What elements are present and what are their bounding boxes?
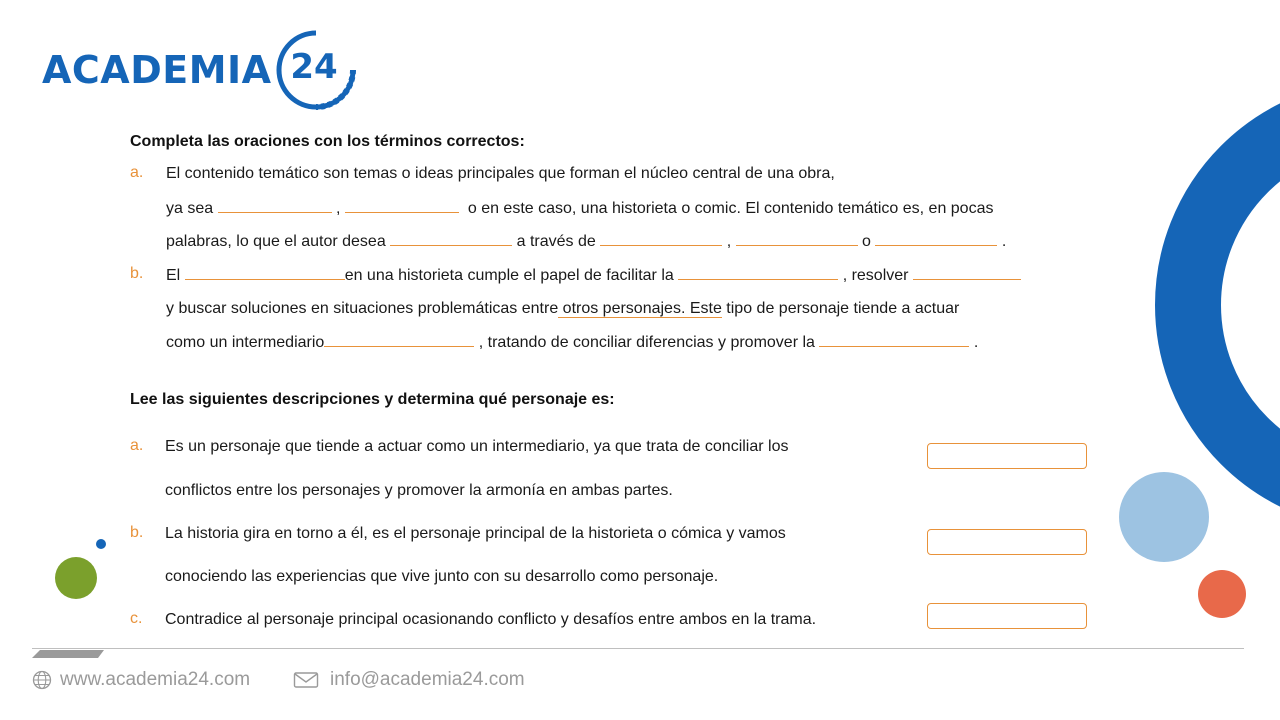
blank-field[interactable] bbox=[390, 231, 512, 246]
blank-field[interactable] bbox=[345, 198, 459, 213]
item-letter-a: a. bbox=[130, 437, 144, 454]
light-blue-circle bbox=[1119, 472, 1209, 562]
coral-circle bbox=[1198, 570, 1246, 618]
blank-field[interactable] bbox=[736, 231, 858, 246]
s1b-line2 bbox=[166, 299, 959, 319]
blue-ring bbox=[1188, 113, 1280, 497]
s1b-line1-mid: en una historieta cumple el papel de facilitar la bbox=[344, 267, 674, 284]
s2b-line2: conociendo las experiencias que vive junto con su desarrollo como personaje. bbox=[165, 568, 719, 585]
s2a-line2: conflictos entre los personajes y promover la armonía en ambas partes. bbox=[165, 482, 673, 499]
s1a-line3-end: . bbox=[1001, 233, 1007, 250]
s1a-line3-or: o bbox=[862, 233, 871, 250]
logo-wordmark: ACADEMIA bbox=[42, 48, 272, 92]
blank-field[interactable] bbox=[600, 231, 722, 246]
blank-field[interactable] bbox=[185, 265, 345, 280]
section2-title: Lee las siguientes descripciones y determina qué personaje es: bbox=[130, 391, 615, 408]
section1-title: Completa las oraciones con los términos correctos: bbox=[130, 133, 525, 150]
item-letter-a: a. bbox=[130, 164, 144, 181]
blank-field[interactable] bbox=[913, 265, 1021, 280]
s1b-line3 bbox=[166, 332, 978, 353]
s1a-line1 bbox=[166, 164, 835, 184]
footer-tab-shape bbox=[0, 0, 110, 660]
s1a-line3-sep: , bbox=[726, 233, 732, 250]
s1b-line2-start: y buscar soluciones en situaciones problemáticas entre bbox=[166, 300, 559, 317]
s1a-line3-start: palabras, lo que el autor desea bbox=[166, 233, 386, 250]
blank-field[interactable] bbox=[875, 231, 997, 246]
answer-box-c[interactable] bbox=[927, 603, 1087, 629]
s1a-line3-mid: a través de bbox=[516, 233, 596, 250]
blank-field[interactable] bbox=[324, 332, 474, 347]
s1a-line2-start: ya sea bbox=[166, 200, 214, 217]
blank-field[interactable] bbox=[218, 198, 332, 213]
logo-number: 24 bbox=[290, 47, 338, 87]
s1b-line1-end: , resolver bbox=[842, 267, 909, 284]
s1a-line2-sep: , bbox=[336, 200, 341, 217]
item-letter-c: c. bbox=[130, 610, 143, 627]
s1b-line1-start: El bbox=[166, 267, 181, 284]
blank-field[interactable] bbox=[819, 332, 969, 347]
s1a-line2 bbox=[166, 198, 993, 219]
s1b-line3-start: como un intermediario bbox=[166, 334, 325, 351]
blank-field[interactable] bbox=[678, 265, 838, 280]
s1b-line2-underlined: otros personajes. Este bbox=[558, 300, 722, 317]
s2b-line1: La historia gira en torno a él, es el personaje principal de la historieta o cómica y vamos bbox=[165, 525, 786, 542]
footer-divider bbox=[32, 648, 1244, 649]
s1b-line3-end: . bbox=[973, 334, 979, 351]
s1b-line3-mid: , tratando de conciliar diferencias y promover la bbox=[478, 334, 815, 351]
s1a-line2-end: o en este caso, una historieta o comic. El contenido temático es, en pocas bbox=[467, 200, 994, 217]
answer-box-a[interactable] bbox=[927, 443, 1087, 469]
s1a-line1-text: El contenido temático son temas o ideas principales que forman el núcleo central de una obra, bbox=[166, 165, 835, 182]
s1a-line3 bbox=[166, 231, 1006, 252]
s2a-line1: Es un personaje que tiende a actuar como un intermediario, ya que trata de conciliar los bbox=[165, 438, 789, 455]
s1b-line1 bbox=[166, 265, 1021, 286]
s1b-line2-end: tipo de personaje tiende a actuar bbox=[721, 300, 960, 317]
mail-icon bbox=[293, 670, 319, 690]
s2c-line1: Contradice al personaje principal ocasionando conflicto y desafíos entre ambos en la trama. bbox=[165, 611, 817, 628]
item-letter-b: b. bbox=[130, 524, 144, 541]
item-letter-b: b. bbox=[130, 265, 144, 282]
globe-icon bbox=[32, 670, 52, 690]
answer-box-b[interactable] bbox=[927, 529, 1087, 555]
footer-website-link[interactable]: www.academia24.com bbox=[60, 669, 251, 690]
footer-email-link[interactable]: info@academia24.com bbox=[330, 669, 525, 690]
